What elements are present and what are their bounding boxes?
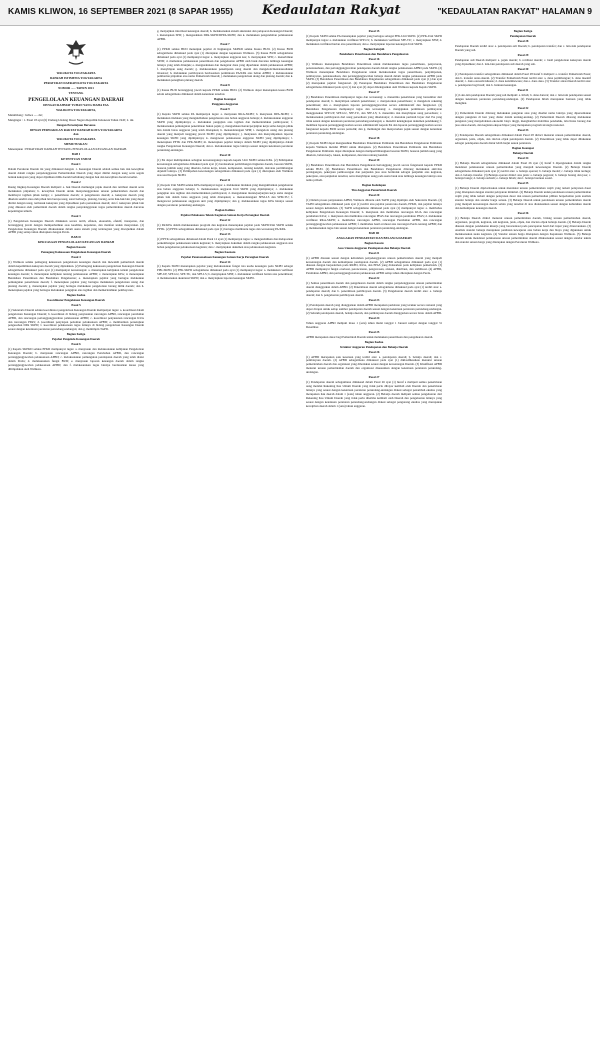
section-title: Struktur Anggaran Pendapatan dan Belanja Daerah xyxy=(339,344,409,349)
article-heading: Pasal 23 xyxy=(368,298,380,303)
section-title: Koordinator Pengelolaan Keuangan Daerah xyxy=(47,297,105,302)
section-heading: Bagian Ketiga xyxy=(66,332,86,337)
article-heading: Pasal 26 xyxy=(368,349,380,354)
article-heading: Pasal 7 xyxy=(220,41,230,46)
paragraph: (1) Walikota menetapkan Bendahara Penerimaan untuk melaksanakan tugas penerimaan, penyetoran, penatausahaan, dan pertanggungjawaban pendapatan daerah dalam rangka pelaksanaan APBD pada SKPD. (2) Walikota menetapkan Bendahara Pengeluaran untuk melaksanakan tugas penerimaan, penyimpanan, pembayaran, penatausahaan, dan pertanggungjawaban belanja daerah dalam rangka pelaksanaan APBD pada SKPD. (3) Bendahara Penerimaan dan Bendahara Pengeluaran sebagaimana dimaksud pada ayat (1) dan ayat (2) merupakan pejabat fungsional. (4) Penetapan Bendahara Penerimaan dan Bendahara Pengeluaran sebagaimana dimaksud pada ayat (1) dan ayat (2) dapat didelegasikan oleh Walikota kepada Kepala SKPD. xyxy=(306,61,442,90)
chapter-heading: BAB I xyxy=(71,152,81,157)
paragraph: (1) Belanja Daerah dirinci menurut urusan pemerintahan daerah, bidang urusan pemerintahan daerah, organisasi, program, kegiatan, sub kegiatan, jenis, objek, dan rincian objek belanja daerah. (2) Belanja Daerah disusun dengan pendekatan kinerja yang berorientasi pada pencapaian hasil dari input yang direncanakan. (3) Analisis standar belanja merupakan penilaian kewajaran atas beban kerja dan biaya yang digunakan untuk melaksanakan suatu kegiatan. (4) Standar satuan harga ditetapkan dengan Keputusan Walikota. (5) Belanja Daerah untuk mendanai pelaksanaan urusan pemerintahan daerah dilaksanakan sesuai dengan standar teknis dan standar satuan harga yang ditetapkan dengan Peraturan Walikota. xyxy=(455,216,591,244)
article-heading: Pasal 12 xyxy=(219,217,231,222)
paragraph: (1) APBD merupakan satu kesatuan yang terdiri atas: a. pendapatan daerah; b. belanja daerah; dan c. pembiayaan daerah. (2) APBD sebagaimana dimaksud pada ayat (1) diklasifikasikan menurut urusan pemerintahan daerah dan organisasi yang dibedakan sesuai dengan kewenangan Daerah. (3) Klasifikasi APBD menurut urusan pemerintahan daerah dan organisasi disesuaikan dengan ketentuan peraturan perundang-undangan. xyxy=(306,354,442,375)
article-heading: Pasal 20 xyxy=(368,193,380,198)
chapter-heading: BAB III xyxy=(368,230,380,235)
article-heading: Pasal 35 xyxy=(517,181,529,186)
article-heading: Pasal 6 xyxy=(71,342,81,347)
article-heading: Pasal 4 xyxy=(71,255,81,260)
section-heading: Bagian Keenam xyxy=(214,249,236,254)
chapter-title: KETENTUAN UMUM xyxy=(60,157,92,162)
article-heading: Pasal 9 xyxy=(220,107,230,112)
page-header xyxy=(0,0,600,26)
section-heading: Bagian Ketujuh xyxy=(363,46,385,51)
section-title: Pemegang Kekuasaan Pengelolaan Keuangan Daerah xyxy=(41,250,111,255)
article-heading: Pasal 2 xyxy=(71,180,81,185)
article-heading: Pasal 8 xyxy=(220,83,230,88)
paragraph: (1) APBD disusun sesuai dengan kebutuhan penyelenggaraan urusan pemerintahan daerah yang menjadi kewenangan daerah dan kemampuan pendapatan daerah. (2) APBD sebagaimana dimaksud pada ayat (1) disusun dengan berpedoman pada RKPD, KUA, dan PPAS yang didasarkan pada kebijakan pemerintah. (3) APBD mempunyai fungsi otorisasi, perencanaan, pengawasan, alokasi, distribusi, dan stabilisasi. (4) APBD, Perubahan APBD, dan pertanggungjawaban pelaksanaan APBD setiap tahun ditetapkan dengan Perda. xyxy=(306,255,442,276)
section-title: Pengguna Anggaran xyxy=(211,102,239,107)
article-heading: Pasal 15 xyxy=(368,30,380,33)
section-title: Pendapatan Daerah xyxy=(510,33,536,38)
section-heading: Bagian Kedelapan xyxy=(362,183,386,188)
article-heading: Pasal 1 xyxy=(71,162,81,167)
paragraph: Dalam Peraturan Daerah ini yang dimaksud dengan: 1. Keuangan Daerah adalah semua hak dan kewajiban daerah dalam rangka penyelenggaraan Pemerintahan Daerah yang dapat dinilai dengan uang serta segala bentuk kekayaan yang dapat dijadikan milik daerah berhubung dengan hak dan kewajiban daerah tersebut. xyxy=(8,167,144,180)
article-heading: Pasal 18 xyxy=(368,135,380,140)
page-line: "KEDAULATAN RAKYAT" HALAMAN 9 xyxy=(437,6,592,16)
approval-line: DEWAN PERWAKILAN RAKYAT DAERAH KOTA YOGYAKARTA xyxy=(29,127,123,132)
section-heading: Bagian Kedua xyxy=(364,339,384,344)
section-heading: Bagian Kesatu xyxy=(364,240,384,245)
approval-line: Dengan Persetujuan Bersama xyxy=(56,122,96,127)
paragraph: (1) Belanja Daerah diprioritaskan untuk mendanai urusan pemerintahan wajib yang terkait pelayanan dasar yang ditetapkan dengan standar pelayanan minimal. (2) Belanja Daerah untuk pendanaan urusan pemerintahan wajib yang tidak terkait dengan pelayanan dasar dan urusan pemerintahan pilihan berpedoman pada analisis standar belanja dan standar harga satuan. (3) Belanja Daerah untuk pendanaan urusan pemerintahan daerah yang menjadi kewenangan daerah selain yang tersebut di atas dialokasikan sesuai dengan kebutuhan daerah dan kemampuan keuangan daerah. xyxy=(455,186,591,211)
paragraph: Pendapatan asli Daerah meliputi: a. pajak daerah; b. retribusi daerah; c. hasil pengelolaan kekayaan daerah yang dipisahkan; dan d. lain-lain pendapatan asli daerah yang sah. xyxy=(455,57,591,66)
chapter-heading: BAB II xyxy=(71,235,81,240)
approval-line: WALIKOTA YOGYAKARTA xyxy=(56,137,96,142)
paragraph: (1) PA dapat melimpahkan sebagian kewenangannya kepada kepala Unit SKPD selaku KPA. (2) Pelimpahan kewenangan sebagaimana dimaksud pada ayat (1) berdasarkan pertimbangan tingkatan daerah, besaran SKPD, besaran jumlah uang yang dikelola, beban kerja, lokasi, kompetensi, rentang kendali, dan/atau pertimbangan objektif lainnya. (3) Pelimpahan kewenangan sebagaimana dimaksud pada ayat (1) ditetapkan oleh Walikota atas usul Kepala SKPD. xyxy=(157,157,293,178)
paragraph: Ruang lingkup Keuangan Daerah meliputi: a. hak Daerah memungut pajak daerah dan retribusi daerah serta melakukan pinjaman; b. kewajiban Daerah untuk menyelenggarakan urusan pemerintahan daerah dan membayar tagihan pihak ketiga; c. penerimaan daerah; d. pengeluaran daerah; e. kekayaan daerah yang dikelola sendiri atau oleh pihak lain berupa uang, surat berharga, piutang, barang, serta hak-hak lain yang dapat dinilai dengan uang, termasuk kekayaan yang dipisahkan pada perusahaan daerah; dan f. kekayaan pihak lain yang dikuasai oleh pemerintah daerah dalam rangka penyelenggaraan tugas pemerintahan daerah dan/atau kepentingan umum. xyxy=(8,184,144,213)
regulation-number: NOMOR ...... TAHUN 2021 xyxy=(58,85,94,90)
paragraph: (1) Kepala SKPD selaku PA mempunyai tugas: a. menyusun RKA-SKPD; b. menyusun DPA-SKPD; c. melakukan tindakan yang mengakibatkan pengeluaran atas beban anggaran belanja; d. melaksanakan anggaran SKPD yang dipimpinnya; e. melakukan pengujian atas tagihan dan memerintahkan pembayaran; f. melaksanakan pemungutan penerimaan bukan pajak; g. mengadakan ikatan/perjanjian kerja sama dengan pihak lain dalam batas anggaran yang telah ditetapkan; h. menandatangani SPM; i. mengelola utang dan piutang daerah yang menjadi tanggung jawab SKPD yang dipimpinnya; j. menyusun dan menyampaikan laporan keuangan SKPD yang dipimpinnya; k. mengawasi pelaksanaan anggaran SKPD yang dipimpinnya; l. menetapkan PPTK dan PPK-SKPD; m. menetapkan pejabat lainnya dalam SKPD yang dipimpinnya dalam rangka Pengelolaan Keuangan Daerah; dan n. melaksanakan tugas lainnya sesuai dengan ketentuan peraturan perundang-undangan. xyxy=(157,112,293,152)
regulation-title: PENGELOLAAN KEUANGAN DAERAH xyxy=(28,96,124,103)
article-heading: Pasal 28 xyxy=(517,38,529,43)
garuda-emblem-icon xyxy=(64,38,88,68)
section-title: Asas Umum Anggaran Pendapatan dan Belanja Daerah xyxy=(337,245,411,250)
paragraph: Menetapkan : PERATURAN DAERAH TENTANG PENGELOLAAN KEUANGAN DAERAH. xyxy=(8,147,128,152)
article-heading: Pasal 32 xyxy=(517,106,529,111)
paragraph: (1) Kepala SKPD menetapkan pejabat yang melaksanakan fungsi tata usaha keuangan pada SKPD sebagai PPK-SKPD. (2) PPK-SKPD sebagaimana dimaksud pada ayat (1) mempunyai tugas: a. melakukan verifikasi SPP-UP, SPP-GU, SPP-TU, dan SPP-LS; b. menyiapkan SPM; c. melakukan verifikasi harian atas penerimaan; d. melaksanakan akuntansi SKPD; dan e. menyiapkan laporan keuangan SKPD. xyxy=(157,264,293,281)
column-4 xyxy=(455,30,591,1044)
paragraph: (1) Bendahara Penerimaan dan Bendahara Pengeluaran bertanggung jawab secara fungsional kepada PPKD selaku BUD. (2) Bendahara Penerimaan dan Bendahara Pengeluaran dilarang melakukan aktivitas perdagangan, pekerjaan pemborongan dan penjualan jasa atau bertindak sebagai penjamin atas kegiatan, pekerjaan, atau penjualan tersebut, serta menyimpan uang pada suatu bank atau lembaga keuangan lainnya atas nama pribadi. xyxy=(306,162,442,183)
paragraph: (1) Semua penerimaan daerah dan pengeluaran daerah dalam rangka penyelenggaraan urusan pemerintahan daerah dianggarkan dalam APBD. (2) Penerimaan daerah sebagaimana dimaksud pada ayat (1) terdiri atas: a. pendapatan daerah; dan b. penerimaan pembiayaan daerah. (3) Pengeluaran daerah terdiri atas: a. belanja daerah; dan b. pengeluaran pembiayaan daerah. xyxy=(306,281,442,298)
paragraph: (1) Sekretaris Daerah selaku koordinator pengelolaan Keuangan Daerah mempunyai tugas: a. koordinasi dalam pengelolaan Keuangan Daerah; b. koordinasi di bidang penyusunan rancangan APBD, rancangan perubahan APBD, dan rancangan pertanggungjawaban pelaksanaan APBD; c. koordinasi penyusunan rancangan KUA dan rancangan PPAS; d. koordinasi penyiapan pedoman pelaksanaan APBD; e. memberikan persetujuan pengesahan DPA SKPD; f. koordinasi pelaksanaan tugas lainnya di bidang pengelolaan Keuangan Daerah sesuai dengan ketentuan peraturan perundang-undangan; dan g. memimpin TAPD. xyxy=(8,307,144,332)
paragraph: (1) Pemerintah Daerah dilarang melakukan pungutan atau yang disebut nama lainnya yang dipersamakan dengan pungutan di luar yang diatur dalam undang-undang. (2) Pemerintah Daerah dilarang melakukan pungutan yang menyebabkan ekonomi biaya tinggi, menghambat mobilitas penduduk, lalu lintas barang dan jasa antar-daerah, dan kegiatan ekspor/impor yang merupakan program strategis nasional. xyxy=(455,111,591,128)
paragraph: (1) Kuasa BUD bertanggung jawab kepada PPKD selaku BUD. (2) Walikota dapat menetapkan kuasa BUD selain sebagaimana dimaksud dalam ketentuan tersebut. xyxy=(157,88,293,97)
article-heading: Pasal 27 xyxy=(368,375,380,380)
paragraph: (1) Walikota selaku pemegang kekuasaan pengelolaan keuangan daerah dan mewakili pemerintah daerah dalam kepemilikan kekayaan daerah yang dipisahkan. (2) Pemegang kekuasaan pengelolaan Keuangan Daerah sebagaimana dimaksud pada ayat (1) mempunyai kewenangan: a. menetapkan kebijakan terkait pengelolaan keuangan daerah; b. menetapkan kebijakan tentang pelaksanaan APBD; c. menetapkan KPA; d. menetapkan Bendahara Penerimaan dan Bendahara Pengeluaran; e. menetapkan pejabat yang bertugas melakukan pemungutan penerimaan daerah; f. menetapkan pejabat yang bertugas melakukan pengelolaan utang dan piutang daerah; g. menetapkan pejabat yang bertugas melakukan pengelolaan barang milik daerah; dan h. menetapkan pejabat yang bertugas melakukan pengujian atas tagihan dan memerintahkan pembayaran. xyxy=(8,260,144,292)
paragraph: Mengingat : 1. Pasal 18 ayat (6) Undang-Undang Dasar Negara Republik Indonesia Tahun 1945; 2. dst. xyxy=(8,117,135,122)
paragraph: (1) Pengelolaan Keuangan Daerah dilakukan secara tertib, efisien, ekonomis, efektif, transparan, dan bertanggung jawab dengan memperhatikan asas keadilan, kepatutan, dan manfaat untuk masyarakat. (2) Pengelolaan Keuangan Daerah dilaksanakan dalam suatu sistem yang terintegrasi yang diwujudkan dalam APBD yang setiap tahun ditetapkan dengan Perda. xyxy=(8,218,144,235)
article-heading: Pasal 21 xyxy=(368,250,380,255)
date-line: KAMIS KLIWON, 16 SEPTEMBER 2021 (8 SAPAR 1955) xyxy=(8,6,234,16)
newspaper-page xyxy=(8,30,592,1044)
article-heading: Pasal 24 xyxy=(368,315,380,320)
paragraph: (1) Dalam proses penyusunan APBD, Walikota dibantu oleh TAPD yang dipimpin oleh Sekretaris Daerah. (2) TAPD sebagaimana dimaksud pada ayat (1) terdiri atas pejabat perencana daerah, PPKD, dan pejabat lainnya sesuai dengan kebutuhan. (3) TAPD sebagaimana dimaksud pada ayat (1) mempunyai tugas: a. membahas kebijakan Pengelolaan Keuangan Daerah; b. menyusun dan membahas rancangan KUA dan rancangan perubahan KUA; c. menyusun dan membahas rancangan PPAS dan rancangan perubahan PPAS; d. melakukan verifikasi RKA-SKPD; e. membahas rancangan APBD, rancangan Perubahan APBD, dan rancangan pertanggungjawaban pelaksanaan APBD; f. membahas hasil evaluasi atas rancangan Perda tentang APBD; dan g. melaksanakan tugas lain sesuai dengan ketentuan peraturan perundang-undangan. xyxy=(306,198,442,230)
paragraph: (1) Pendapatan daerah yang dianggarkan dalam APBD merupakan perkiraan yang terukur secara rasional yang dapat dicapai untuk setiap sumber pendapatan daerah sesuai dengan ketentuan peraturan perundang-undangan. (2) Seluruh pendapatan daerah, belanja daerah, dan pembiayaan daerah dianggarkan secara bruto dalam APBD. xyxy=(306,303,442,315)
section-title: Pejabat Pelaksana Teknis Kegiatan Satuan Kerja Perangkat Daerah xyxy=(180,212,270,217)
paragraph: (1) Kepala SKPD selaku PA menetapkan pejabat yang bertugas sebagai PPK-Unit SKPD. (2) PPK-Unit SKPD mempunyai tugas: a. melakukan verifikasi SPP-LS; b. melakukan verifikasi SPP-TU; c. menyiapkan SPM; d. melakukan verifikasi harian atas penerimaan; dan e. menyiapkan laporan keuangan Unit SKPD. xyxy=(306,33,442,46)
paragraph: (1) Bendahara Penerimaan mempunyai tugas dan wewenang: a. menerima penerimaan yang bersumber dari pendapatan daerah; b. menyimpan seluruh penerimaan; c. menyetorkan penerimaan; d. mengelola rekening penerimaan; dan e. menyiapkan laporan pertanggungjawaban secara administratif dan fungsional. (2) Bendahara Pengeluaran mempunyai tugas dan wewenang: a. mengajukan permintaan pembayaran menggunakan SPP-UP, SPP-GU, SPP-TU, dan SPP-LS; b. menerima dan menyimpan uang persediaan; c. melaksanakan pembayaran dari uang persediaan yang dikelolanya; d. menolak perintah bayar dari PA yang tidak sesuai dengan ketentuan peraturan perundang-undangan; e. meneliti kelengkapan dokumen pendukung; f. membuat laporan pertanggungjawaban secara administratif kepada PA dan laporan pertanggungjawaban secara fungsional kepada BUD secara periodik; dan g. memungut dan menyetorkan pajak sesuai dengan ketentuan peraturan perundang-undangan. xyxy=(306,95,442,135)
article-heading: Pasal 30 xyxy=(517,66,529,71)
paragraph: (1) Kepala SKPKD selaku PPKD mempunyai tugas: a. menyusun dan melaksanakan kebijakan Pengelolaan Keuangan Daerah; b. menyusun rancangan APBD, rancangan Perubahan APBD, dan rancangan pertanggungjawaban pelaksanaan APBD; c. melaksanakan pemungutan pendapatan daerah yang telah diatur dalam Perda; d. melaksanakan fungsi BUD; e. menyusun laporan keuangan daerah dalam rangka pertanggungjawaban pelaksanaan APBD; dan f. melaksanakan tugas lainnya berdasarkan kuasa yang dilimpahkan oleh Walikota. xyxy=(8,347,144,371)
paragraph: Tahun anggaran APBD meliputi masa 1 (satu) tahun mulai tanggal 1 Januari sampai dengan tanggal 31 Desember. xyxy=(306,320,442,329)
paragraph: Menimbang : bahwa ..... dst; xyxy=(8,112,43,117)
article-heading: Pasal 22 xyxy=(368,276,380,281)
article-heading: Pasal 5 xyxy=(71,302,81,307)
paragraph: (1) PPKD selaku BUD menunjuk pejabat di lingkungan SKPKD selaku Kuasa BUD. (2) Kuasa BUD sebagaimana dimaksud pada ayat (1) ditetapkan dengan keputusan Walikota. (3) Kuasa BUD sebagaimana dimaksud pada ayat (1) mempunyai tugas: a. menyiapkan anggaran kas; b. menyiapkan SPD; c. menerbitkan SP2D; d. memantau pelaksanaan penerimaan dan pengeluaran APBD oleh bank dan/atau lembaga keuangan lainnya yang telah ditunjuk; e. mengusahakan dan mengatur dana yang diperlukan dalam pelaksanaan APBD; f. menyimpan uang daerah; g. melaksanakan penempatan uang daerah dan mengelola/menatausahakan investasi; h. melakukan pembayaran berdasarkan permintaan PA/KPA atas beban APBD; i. melaksanakan pemberian pinjaman atas nama Pemerintah Daerah; j. melakukan pengelolaan utang dan piutang daerah; dan k. melakukan penagihan piutang daerah. xyxy=(157,46,293,83)
province-name: DAERAH ISTIMEWA YOGYAKARTA xyxy=(49,75,103,80)
section-title: Belanja Daerah xyxy=(512,150,534,155)
section-heading: Bagian Ketiga xyxy=(513,30,533,33)
paragraph: (1) Lain-lain pendapatan Daerah yang sah meliputi: a. hibah; b. dana darurat; dan c. lain-lain pendapatan sesuai dengan ketentuan peraturan perundang-undangan. (2) Pendapatan hibah merupakan bantuan yang tidak mengikat. xyxy=(455,93,591,106)
paragraph: (1) Pendapatan transfer sebagaimana dimaksud dalam Pasal 28 huruf b meliputi: a. transfer Pemerintah Pusat; dan b. transfer antar-daerah. (2) Transfer Pemerintah Pusat terdiri atas: a. dana perimbangan; b. dana insentif daerah; c. dana otonomi khusus; d. dana keistimewaan; dan e. dana desa. (3) Transfer antar-Daerah terdiri atas: a. pendapatan bagi hasil; dan b. bantuan keuangan. xyxy=(455,71,591,88)
section-title: Pejabat Pengelola Keuangan Daerah xyxy=(52,337,100,342)
article-heading: Pasal 14 xyxy=(219,259,231,264)
article-heading: Pasal 34 xyxy=(517,155,529,160)
article-heading: Pasal 13 xyxy=(219,231,231,236)
paragraph: g. menyajikan informasi keuangan daerah; h. melaksanakan sistem akuntansi dan pelaporan Keuangan Daerah; i. menetapkan SPD; j. mengesahkan DPA-SKPD/DPPA-SKPD; dan k. melakukan pengendalian pelaksanaan APBD. xyxy=(157,30,293,41)
paragraph: (1) PPTK sebagaimana dimaksud dalam Pasal 12 ayat (1) mempunyai tugas: a. mengendalikan dan melaporkan perkembangan pelaksanaan teknis kegiatan; b. menyiapkan dokumen dalam rangka pelaksanaan anggaran atas beban pengeluaran pelaksanaan kegiatan; dan c. menyiapkan dokumen atas pelaksanaan kegiatan. xyxy=(157,236,293,249)
section-heading: Bagian Kesatu xyxy=(66,245,86,250)
article-heading: Pasal 29 xyxy=(517,52,529,57)
section-heading: Bagian Kelima xyxy=(215,208,235,213)
decides-line: MEMUTUSKAN: xyxy=(64,142,88,147)
section-title: Tim Anggaran Pemerintah Daerah xyxy=(351,188,397,193)
article-heading: Pasal 11 xyxy=(219,178,231,183)
article-heading: Pasal 10 xyxy=(219,152,231,157)
chapter-title: ANGGARAN PENDAPATAN DAN BELANJA DAERAH xyxy=(336,235,412,240)
article-heading: Pasal 17 xyxy=(368,90,380,95)
government-name: WALIKOTA YOGYAKARTA xyxy=(56,71,96,75)
paragraph: (1) Pendapatan daerah sebagaimana dimaksud dalam Pasal 26 ayat (1) huruf a meliputi semua penerimaan uang melalui Rekening Kas Umum Daerah yang tidak perlu dibayar kembali oleh Daerah dan penerimaan lainnya yang sesuai dengan ketentuan peraturan perundang-undangan diakui sebagai penambah ekuitas yang merupakan hak daerah dalam 1 (satu) tahun anggaran. (2) Belanja daerah meliputi semua pengeluaran dari Rekening Kas Umum Daerah yang tidak perlu diterima kembali oleh Daerah dan pengeluaran lainnya yang sesuai dengan ketentuan peraturan perundang-undangan diakui sebagai pengurang ekuitas yang merupakan kewajiban daerah dalam 1 (satu) tahun anggaran. xyxy=(306,380,442,408)
masthead-logo: Kedaulatan Rakyat xyxy=(262,3,401,18)
article-heading: Pasal 19 xyxy=(368,157,380,162)
about-label: TENTANG xyxy=(68,90,84,95)
section-heading: Bagian Keempat xyxy=(512,145,534,150)
chapter-title: KEKUASAAN PENGELOLAAN KEUANGAN DAERAH xyxy=(37,240,115,245)
mayor-line: WALIKOTA YOGYAKARTA, xyxy=(56,107,96,112)
paragraph: (1) Pendapatan Daerah sebagaimana dimaksud dalam Pasal 28 dirinci menurut urusan pemerintahan daerah, organisasi, jenis, objek, dan rincian objek pendapatan daerah. (2) Penerimaan yang tidak dapat dibukukan sebagai pendapatan daerah diatur lebih lanjut sesuai peraturan. xyxy=(455,132,591,145)
approval-line: dan xyxy=(73,132,79,137)
article-heading: Pasal 36 xyxy=(517,211,529,216)
article-heading: Pasal 16 xyxy=(368,56,380,61)
paragraph: (1) PA/KPA dalam melaksanakan program dan kegiatan menetapkan pejabat pada SKPD/Unit SKPD selaku PPTK. (2) PPTK sebagaimana dimaksud pada ayat (1) bertugas membantu tugas dan wewenang PA/KPA. xyxy=(157,222,293,231)
article-heading: Pasal 3 xyxy=(71,213,81,218)
section-title: Pejabat Penatausahaan Keuangan Satuan Kerja Perangkat Daerah xyxy=(181,254,269,259)
paragraph: APBD merupakan dasar bagi Pemerintah Daerah untuk melakukan penerimaan dan pengeluaran daerah. xyxy=(306,334,434,339)
section-title: Bendahara Penerimaan dan Bendahara Pengeluaran xyxy=(339,51,409,56)
column-2 xyxy=(157,30,293,1044)
paragraph: Pendapatan Daerah terdiri atas: a. pendapatan asli Daerah; b. pendapatan transfer; dan c. lain-lain pendapatan Daerah yang sah. xyxy=(455,43,591,52)
article-heading: Pasal 25 xyxy=(368,329,380,334)
column-1 xyxy=(8,30,144,1044)
grace-line: DENGAN RAHMAT TUHAN YANG MAHA ESA xyxy=(43,102,109,107)
column-3 xyxy=(306,30,442,1044)
paragraph: (1) Kepala Unit SKPD selaku KPA mempunyai tugas: a. melakukan tindakan yang mengakibatkan pengeluaran atas beban anggaran belanja; b. melaksanakan anggaran Unit SKPD yang dipimpinnya; c. melakukan pengujian atas tagihan dan memerintahkan pembayaran; d. mengadakan ikatan/perjanjian kerja sama dengan pihak lain dalam batas anggaran yang telah ditetapkan; e. menandatangani SPM-LS dan SPM-TU; f. mengawasi pelaksanaan anggaran unit yang dipimpinnya; dan g. melaksanakan tugas KPA lainnya sesuai dengan peraturan perundang-undangan. xyxy=(157,183,293,208)
paragraph: (1) Kepala SKPD dapat mengusulkan Bendahara Penerimaan Pembantu dan Bendahara Pengeluaran Pembantu kepada Walikota melalui PPKD untuk ditetapkan. (2) Bendahara Penerimaan Pembantu dan Bendahara Pengeluaran Pembantu dapat ditetapkan dengan mempertimbangkan besaran SKPD, besaran jumlah uang yang dikelola, beban kerja, lokasi, kompetensi, dan/atau rentang kendali. xyxy=(306,140,442,157)
regulation-heading: PERATURAN DAERAH KOTA YOGYAKARTA xyxy=(43,80,109,85)
article-heading: Pasal 31 xyxy=(517,88,529,93)
section-heading: Bagian Keempat xyxy=(214,97,236,102)
section-heading: Bagian Kedua xyxy=(66,292,86,297)
article-heading: Pasal 33 xyxy=(517,127,529,132)
paragraph: (1) Belanja Daerah sebagaimana dimaksud dalam Pasal 26 ayat (1) huruf b dipergunakan dalam rangka mendanai pelaksanaan urusan pemerintahan yang menjadi kewenangan Daerah. (2) Belanja Daerah sebagaimana dimaksud pada ayat (1) terdiri atas: a. belanja operasi; b. belanja modal; c. belanja tidak terduga; dan d. belanja transfer. (3) Belanja operasi dirinci atas jenis: a. belanja pegawai; b. belanja barang dan jasa; c. belanja bunga; d. belanja subsidi; e. belanja hibah; dan f. belanja bantuan sosial. xyxy=(455,160,591,181)
